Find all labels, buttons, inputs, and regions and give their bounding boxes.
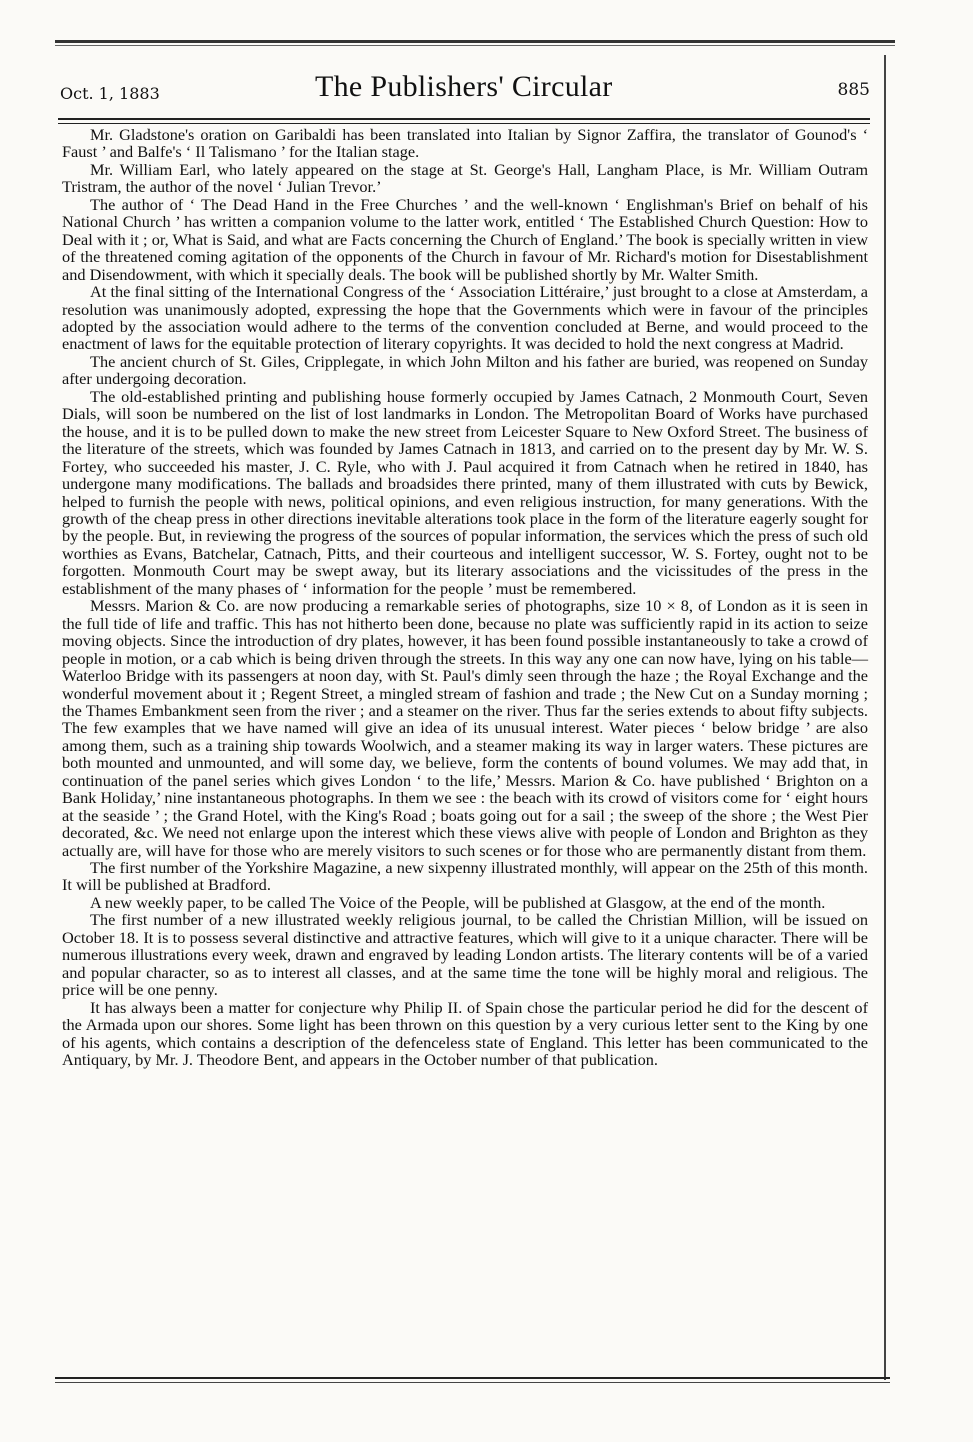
paragraph-marion-photographs: Messrs. Marion & Co. are now producing a remarkable series of photographs, size 10 × 8, of London as it is seen in the full tide of life and traffic. This has not hitherto been done, because no plate was sufficiently rapid in its action to seize moving objects. Since the introduction of dry plates, however, it has been found possible instantaneously to take a crowd of people in motion, or a cab which is being driven through the streets. In this way any one can now have, lying on his table—Waterloo Bridge with its passengers at noon day, with St. Paul's dimly seen through the haze ; the Royal Exchange and the wonderful movement about it ; Regent Street, a mingled stream of fashion and trade ; the New Cut on a Sunday morning ; the Thames Embankment seen from the river ; and a steamer on the river. Thus far the series extends to about fifty subjects. The few examples that we have named will give an idea of its unusual interest. Water pieces ‘ below bridge ’ are also among them, such as a training ship towards Woolwich, and a steamer making its way in larger waters. These pictures are both mounted and unmounted, and will some day, we believe, form the contents of bound volumes. We may add that, in continuation of the panel series which gives London ‘ to the life,’ Messrs. Marion & Co. have published ‘ Brighton on a Bank Holiday,’ nine instantaneous photographs. In them we see : the beach with its crowd of visitors come for ‘ eight hours at the seaside ’ ; the Grand Hotel, with the King's Road ; boats going out for a sail ; the sweep of the shore ; the West Pier decorated, &c. We need not enlarge upon the interest which these views alive with people of London and Brighton as they actually are, will have for those who are merely visitors to such scenes or for those who are permanently distant from them. — [62, 596, 868, 860]
paragraph-voice-of-people: A new weekly paper, to be called The Voice of the People, will be published at Glasgow, at the end of the month. — [90, 892, 826, 912]
paragraph-earl: Mr. William Earl, who lately appeared on the stage at St. George's Hall, Langham Place, is Mr. William Outram Tristram, the author of the novel ‘ Julian Trevor.’ — [62, 159, 868, 197]
paragraph-church-question: The author of ‘ The Dead Hand in the Free Churches ’ and the well-known ‘ Englishman's Brief on behalf of his National Church ’ has written a companion volume to the latter work, entitled ‘ The Established Church Question: How to Deal with it ; or, What is Said, and what are Facts concerning the Church of England.’ The book is specially written in view of the threatened coming agitation of the opponents of the Church in favour of Mr. Richard's motion for Disestablishment and Disendowment, with which it specially deals. The book will be published shortly by Mr. Walter Smith. — [62, 194, 868, 284]
paragraph-armada: It has always been a matter for conjecture why Philip II. of Spain chose the particular period he did for the descent of the Armada upon our shores. Some light has been thrown on this question by a very curious letter sent to the King by one of his agents, which contains a description of the defenceless state of England. This letter has been communicated to the Antiquary, by Mr. J. Theodore Bent, and appears in the October number of that publication. — [62, 997, 868, 1070]
paragraph-yorkshire-magazine: The first number of the Yorkshire Magazine, a new sixpenny illustrated monthly, will appear on the 25th of this month. It will be published at Bradford. — [62, 858, 868, 895]
right-border — [884, 55, 886, 1380]
header-rule — [58, 118, 870, 120]
page-number: 885 — [837, 80, 870, 100]
running-header — [60, 70, 870, 110]
publication-title: The Publishers' Circular — [315, 70, 613, 103]
top-border — [55, 40, 895, 43]
paragraph-catnach: The old-established printing and publishing house formerly occupied by James Catnach, 2 Monmouth Court, Seven Dials, will soon be numbered on the list of lost landmarks in London. The Metropolitan Board of Works have purchased the house, and it is to be pulled down to make the new street from Leicester Square to New Oxford Street. The business of the literature of the streets, which was founded by James Catnach in 1813, and carried on to the present day by Mr. W. S. Fortey, who succeeded his master, J. C. Ryle, who with J. Paul acquired it from Catnach when he retired in 1840, has undergone many modifications. The ballads and broadsides there printed, many of them illustrated with cuts by Bewick, helped to furnish the people with news, political opinions, and even religious instruction, for many generations. With the growth of the cheap press in other directions inevitable alterations took place in the form of the literature eagerly sought for by the people. But, in reviewing the progress of the sources of popular information, the services which the press of such old worthies as Evans, Batchelar, Catnach, Pitts, and their courteous and intelligent successor, W. S. Fortey, ought not to be forgotten. Monmouth Court may be swept away, but its literary associations and the vicissitudes of the press in the establishment of the many phases of ‘ information for the people ’ must be remembered. — [62, 386, 868, 598]
paragraph-association-litteraire: At the final sitting of the International Congress of the ‘ Association Littéraire,’ just brought to a close at Amsterdam, a resolution was unanimously adopted, expressing the hope that the Governments which were in favour of the principles adopted by the association would adhere to the terms of the convention concluded at Berne, and would proceed to the enactment of laws for the equitable protection of literary copyrights. It was decided to hold the next congress at Madrid. — [62, 282, 868, 354]
top-border-thin — [55, 45, 895, 46]
header-date: Oct. 1, 1883 — [60, 84, 160, 103]
paragraph-st-giles: The ancient church of St. Giles, Cripplegate, in which John Milton and his father are buried, was reopened on Sunday after undergoing decoration. — [62, 351, 868, 389]
header-rule-thin — [58, 123, 870, 124]
paragraph-christian-million: The first number of a new illustrated weekly religious journal, to be called the Christian Million, will be issued on October 18. It is to possess several distinctive and attractive features, which will give to it a unique character. There will be numerous illustrations every week, drawn and engraved by leading London artists. The literary contents will be of a varied and popular character, so as to interest all classes, and at the same time the tone will be highly moral and religious. The price will be one penny. — [62, 910, 868, 1000]
bottom-border — [55, 1377, 890, 1379]
article-body — [62, 126, 868, 1068]
paragraph-gladstone: Mr. Gladstone's oration on Garibaldi has been translated into Italian by Signor Zaffira, the translator of Gounod's ‘ Faust ’ and Balfe's ‘ Il Talismano ’ for the Italian stage. — [62, 125, 868, 162]
bottom-border-thin — [55, 1382, 890, 1383]
